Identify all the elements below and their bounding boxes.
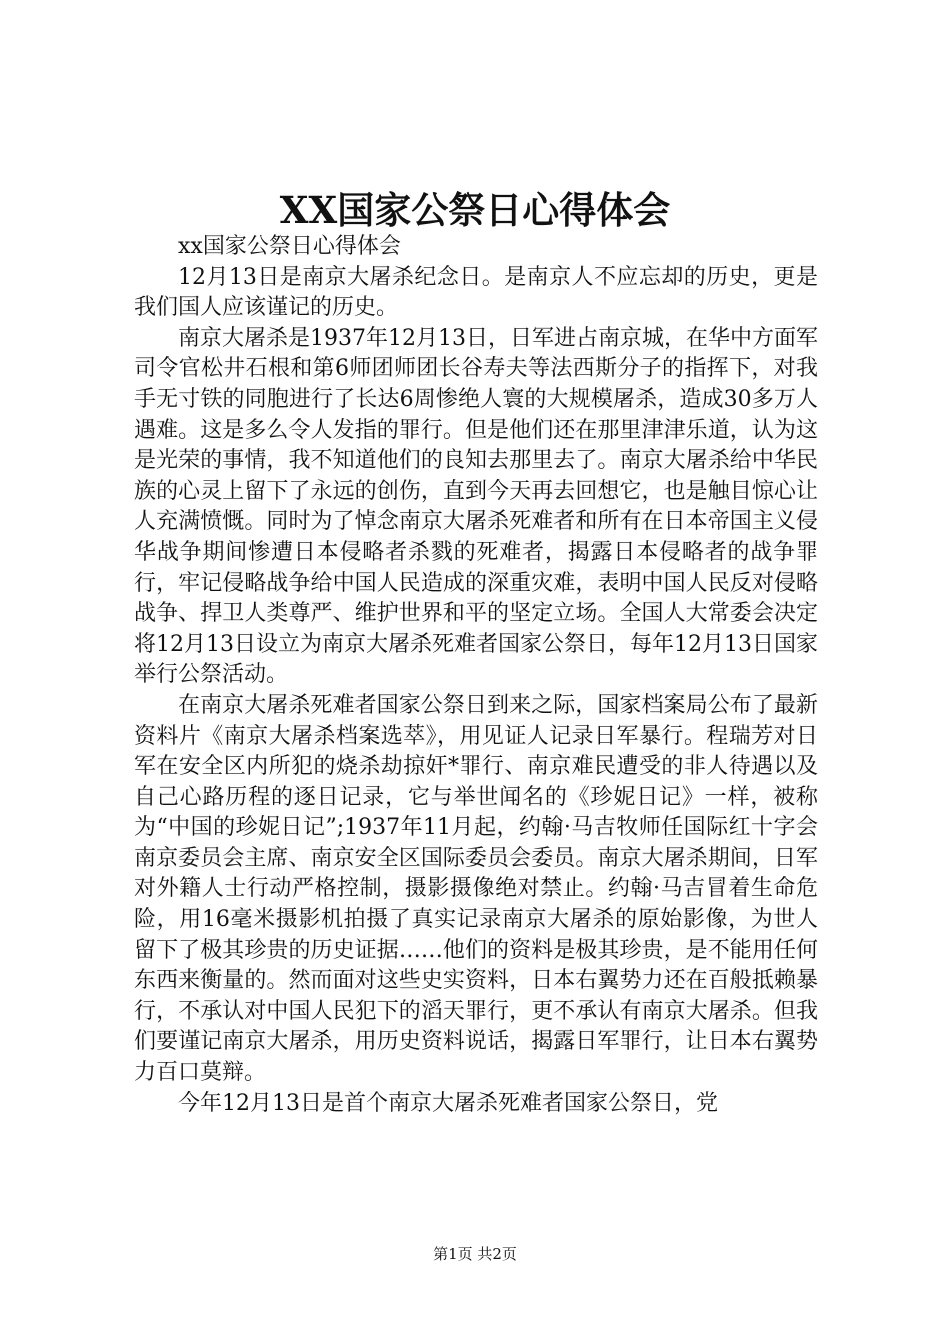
- paragraph-4: 今年12月13日是首个南京大屠杀死难者国家公祭日，党: [178, 1090, 718, 1116]
- paragraph-1: 12月13日是南京大屠杀纪念日。是南京人不应忘却的历史，更是我们国人应该谨记的历史。: [134, 264, 818, 321]
- page-footer: 第1页 共2页: [433, 1245, 517, 1263]
- document-title: XX国家公祭日心得体会: [279, 188, 671, 232]
- document-body: [134, 232, 818, 1119]
- paragraph-3: 在南京大屠杀死难者国家公祭日到来之际，国家档案局公布了最新资料片《南京大屠杀档案选萃》，用见证人记录日军暴行。程瑞芳对日军在安全区内所犯的烧杀劫掠奸*罪行、南京难民遭受的非人待遇以及自己心路历程的逐日记录，它与举世闻名的《珍妮日记》一样，被称为“中国的珍妮日记”;1937年11月起，约翰·马吉牧师任国际红十字会南京委员会主席、南京安全区国际委员会委员。南京大屠杀期间，日军对外籍人士行动严格控制，摄影摄像绝对禁止。约翰·马吉冒着生命危险，用16毫米摄影机拍摄了真实记录南京大屠杀的原始影像，为世人留下了极其珍贵的历史证据……他们的资料是极其珍贵，是不能用任何东西来衡量的。然而面对这些史实资料，日本右翼势力还在百般抵赖暴行，不承认对中国人民犯下的滔天罪行，更不承认有南京大屠杀。但我们要谨记南京大屠杀，用历史资料说话，揭露日军罪行，让日本右翼势力百口莫辩。: [134, 692, 818, 1086]
- paragraph-2: 南京大屠杀是1937年12月13日，日军进占南京城，在华中方面军司令官松井石根和第6师团师团长谷寿夫等法西斯分子的指挥下，对我手无寸铁的同胞进行了长达6周惨绝人寰的大规模屠杀，造成30多万人遇难。这是多么令人发指的罪行。但是他们还在那里津津乐道，认为这是光荣的事情，我不知道他们的良知去那里去了。南京大屠杀给中华民族的心灵上留下了永远的创伤，直到今天再去回想它，也是触目惊心让人充满愤慨。同时为了悼念南京大屠杀死难者和所有在日本帝国主义侵华战争期间惨遭日本侵略者杀戮的死难者，揭露日本侵略者的战争罪行，牢记侵略战争给中国人民造成的深重灾难，表明中国人民反对侵略战争、捍卫人类尊严、维护世界和平的坚定立场。全国人大常委会决定将12月13日设立为南京大屠杀死难者国家公祭日，每年12月13日国家举行公祭活动。: [134, 325, 818, 688]
- paragraph-subtitle: xx国家公祭日心得体会: [178, 234, 401, 259]
